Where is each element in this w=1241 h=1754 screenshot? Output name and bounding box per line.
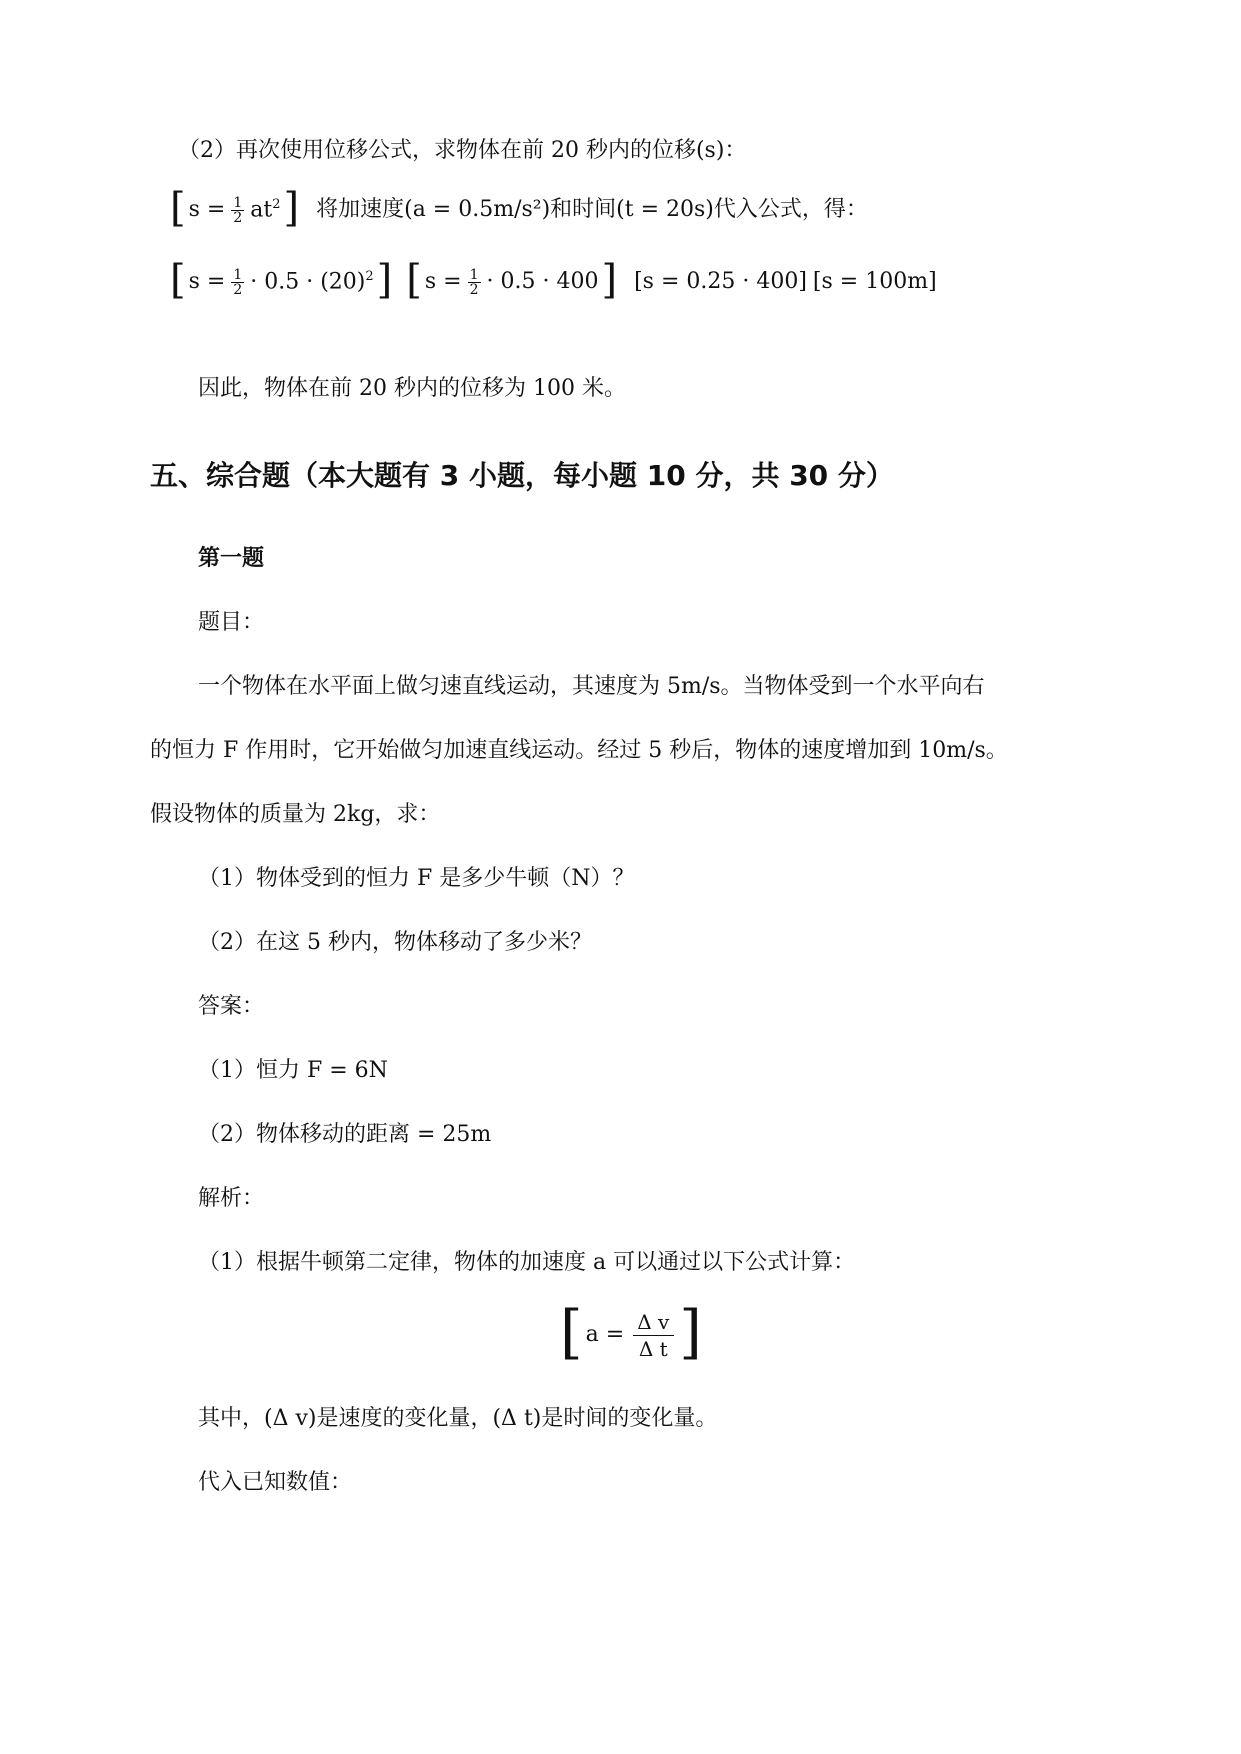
sub-question-1: （1）物体受到的恒力 F 是多少牛顿（N）？ bbox=[198, 866, 635, 891]
substitute-known-values: 代入已知数值： bbox=[198, 1470, 353, 1495]
where-explanation: 其中，(Δ v)是速度的变化量，(Δ t)是时间的变化量。 bbox=[198, 1406, 718, 1431]
calc-step-1: [ s = $\frac{1}{2}$ · $0.5 \cdot (20)^2$ ] bbox=[170, 257, 393, 303]
substitute-text: 将加速度(a = 0.5m/s²)和时间(t = 20s)代入公式，得： bbox=[316, 197, 868, 222]
question-text-line-1: 一个物体在水平面上做匀速直线运动，其速度为 5m/s。当物体受到一个水平向右 bbox=[198, 674, 985, 699]
answer-1: （1）恒力 F = 6N bbox=[198, 1058, 388, 1083]
question-label: 题目： bbox=[198, 610, 265, 635]
part4-conclusion: 因此，物体在前 20 秒内的位移为 100 米。 bbox=[198, 376, 626, 401]
displacement-formula: [ s = $\frac{1}{2}$ $at^2$ ] bbox=[170, 185, 300, 231]
sub-question-2: （2）在这 5 秒内，物体移动了多少米？ bbox=[198, 930, 592, 955]
answer-2: （2）物体移动的距离 = 25m bbox=[198, 1122, 492, 1147]
answer-label: 答案： bbox=[198, 994, 265, 1019]
section-heading: 五、综合题（本大题有 3 小题，每小题 10 分，共 30 分） bbox=[150, 459, 894, 492]
fraction-half: $\frac{1}{2}$ bbox=[233, 194, 243, 226]
question-title: 第一题 bbox=[198, 546, 265, 571]
delta-fraction: $\frac{\text{Δ v}}{\text{Δ t}}$ bbox=[631, 1312, 675, 1359]
analysis-step-1: （1）根据牛顿第二定律，物体的加速度 a 可以通过以下公式计算： bbox=[198, 1250, 856, 1275]
acceleration-formula: [ a = $\frac{\text{Δ v}}{\text{Δ t}}$ ] bbox=[560, 1298, 702, 1366]
analysis-label: 解析： bbox=[198, 1186, 265, 1211]
calc-step-3: [s = 0.25 · 400] bbox=[634, 269, 807, 294]
calc-step-4: [s = 100m] bbox=[812, 269, 937, 294]
displacement-formula-line bbox=[170, 185, 871, 231]
question-text-line-3: 假设物体的质量为 2kg，求： bbox=[150, 802, 441, 827]
calculation-line bbox=[170, 257, 940, 303]
part4-step2-text: （2）再次使用位移公式，求物体在前 20 秒内的位移(s)： bbox=[178, 138, 747, 163]
question-text-line-2: 的恒力 F 作用时，它开始做匀加速直线运动。经过 5 秒后，物体的速度增加到 10m/s。 bbox=[150, 738, 1008, 763]
calc-step-2: [ s = $\frac{1}{2}$ · 0.5 · 400 ] bbox=[406, 257, 618, 303]
